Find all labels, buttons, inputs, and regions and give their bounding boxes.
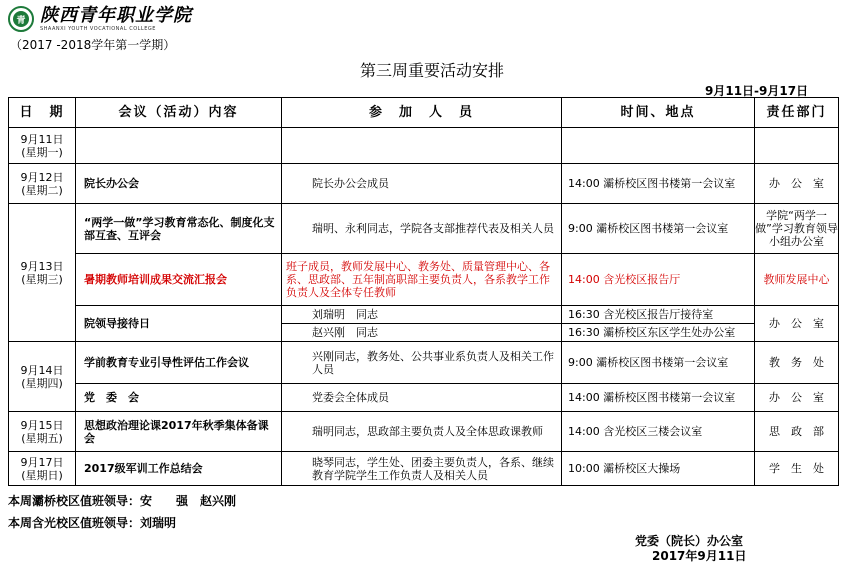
event-cell: 暑期教师培训成果交流汇报会 — [76, 254, 282, 306]
issue-date: 2017年9月11日 — [652, 549, 747, 563]
date-cell: 9月17日 (星期日) — [9, 452, 76, 486]
dept-cell: 办 公 室 — [755, 384, 839, 412]
col-header-dept: 责任部门 — [755, 98, 839, 128]
page-title: 第三周重要活动安排 — [359, 61, 504, 80]
event-cell: 学前教育专业引导性评估工作会议 — [76, 342, 282, 384]
event-cell: 党 委 会 — [76, 384, 282, 412]
table-row — [9, 164, 839, 204]
col-header-time-place: 时间、地点 — [562, 98, 755, 128]
time-place-cell: 9:00 灞桥校区图书楼第一会议室 — [562, 204, 755, 254]
table-row — [9, 306, 839, 324]
school-title-block — [40, 6, 192, 32]
people-cell — [282, 128, 562, 164]
col-header-event: 会议（活动）内容 — [76, 98, 282, 128]
dept-cell: 教师发展中心 — [755, 254, 839, 306]
people-cell: 班子成员，教师发展中心、教务处、质量管理中心、各系、思政部、五年制高职部主要负责人，各系教学工作负责人及全体专任教师 — [282, 254, 562, 306]
table-header-row — [9, 98, 839, 128]
page-header — [8, 4, 192, 34]
schedule-table — [8, 97, 839, 486]
dept-cell: 思 政 部 — [755, 412, 839, 452]
table-row — [9, 412, 839, 452]
event-cell: 院领导接待日 — [76, 306, 282, 342]
people-cell: 院长办公会成员 — [282, 164, 562, 204]
school-name: 陕西青年职业学院 — [40, 5, 192, 26]
date-range: 9月11日-9月17日 — [705, 84, 809, 98]
col-header-people: 参 加 人 员 — [282, 98, 562, 128]
table-row — [9, 204, 839, 254]
dept-cell — [755, 128, 839, 164]
table-row — [9, 128, 839, 164]
school-english-name: SHAANXI YOUTH VOCATIONAL COLLEGE — [40, 26, 156, 32]
event-cell — [76, 128, 282, 164]
people-cell: 兴刚同志，教务处、公共事业系负责人及相关工作人员 — [282, 342, 562, 384]
dept-cell: 办 公 室 — [755, 164, 839, 204]
hanguang-duty-leaders: 本周含光校区值班领导：刘瑞明 — [8, 516, 177, 530]
time-place-cell: 9:00 灞桥校区图书楼第一会议室 — [562, 342, 755, 384]
time-place-cell: 16:30 含光校区报告厅接待室 — [562, 306, 755, 324]
date-cell: 9月11日 (星期一) — [9, 128, 76, 164]
semester-label: （2017 -2018学年第一学期） — [10, 38, 176, 52]
date-cell: 9月14日 (星期四) — [9, 342, 76, 412]
people-cell: 刘瑞明 同志 — [282, 306, 562, 324]
people-cell: 晓琴同志，学生处、团委主要负责人，各系、继续教育学院学生工作负责人及相关人员 — [282, 452, 562, 486]
table-row — [9, 384, 839, 412]
dept-cell: 学院“两学一做”学习教育领导小组办公室 — [755, 204, 839, 254]
time-place-cell — [562, 128, 755, 164]
date-cell: 9月15日 (星期五) — [9, 412, 76, 452]
dept-cell: 学 生 处 — [755, 452, 839, 486]
baqiao-duty-leaders: 本周灞桥校区值班领导：安 强 赵兴刚 — [8, 494, 237, 508]
people-cell: 瑞明同志，思政部主要负责人及全体思政课教师 — [282, 412, 562, 452]
table-row — [9, 342, 839, 384]
time-place-cell: 16:30 灞桥校区东区学生处办公室 — [562, 324, 755, 342]
logo-glyph: 青 — [13, 11, 29, 27]
time-place-cell: 14:00 灞桥校区图书楼第一会议室 — [562, 384, 755, 412]
people-cell: 党委会全体成员 — [282, 384, 562, 412]
time-place-cell: 14:00 灞桥校区图书楼第一会议室 — [562, 164, 755, 204]
date-cell: 9月12日 (星期二) — [9, 164, 76, 204]
time-place-cell: 10:00 灞桥校区大操场 — [562, 452, 755, 486]
time-place-cell: 14:00 含光校区报告厅 — [562, 254, 755, 306]
date-cell: 9月13日 (星期三) — [9, 204, 76, 342]
table-row — [9, 254, 839, 306]
event-cell: “两学一做”学习教育常态化、制度化支部互查、互评会 — [76, 204, 282, 254]
time-place-cell: 14:00 含光校区三楼会议室 — [562, 412, 755, 452]
col-header-date: 日 期 — [9, 98, 76, 128]
event-cell: 院长办公会 — [76, 164, 282, 204]
issuing-office: 党委（院长）办公室 — [635, 534, 744, 548]
event-cell: 思想政治理论课2017年秋季集体备课会 — [76, 412, 282, 452]
people-cell: 赵兴刚 同志 — [282, 324, 562, 342]
table-row — [9, 452, 839, 486]
event-cell: 2017级军训工作总结会 — [76, 452, 282, 486]
dept-cell: 教 务 处 — [755, 342, 839, 384]
dept-cell: 办 公 室 — [755, 306, 839, 342]
school-logo — [8, 6, 34, 32]
people-cell: 瑞明、永利同志，学院各支部推荐代表及相关人员 — [282, 204, 562, 254]
